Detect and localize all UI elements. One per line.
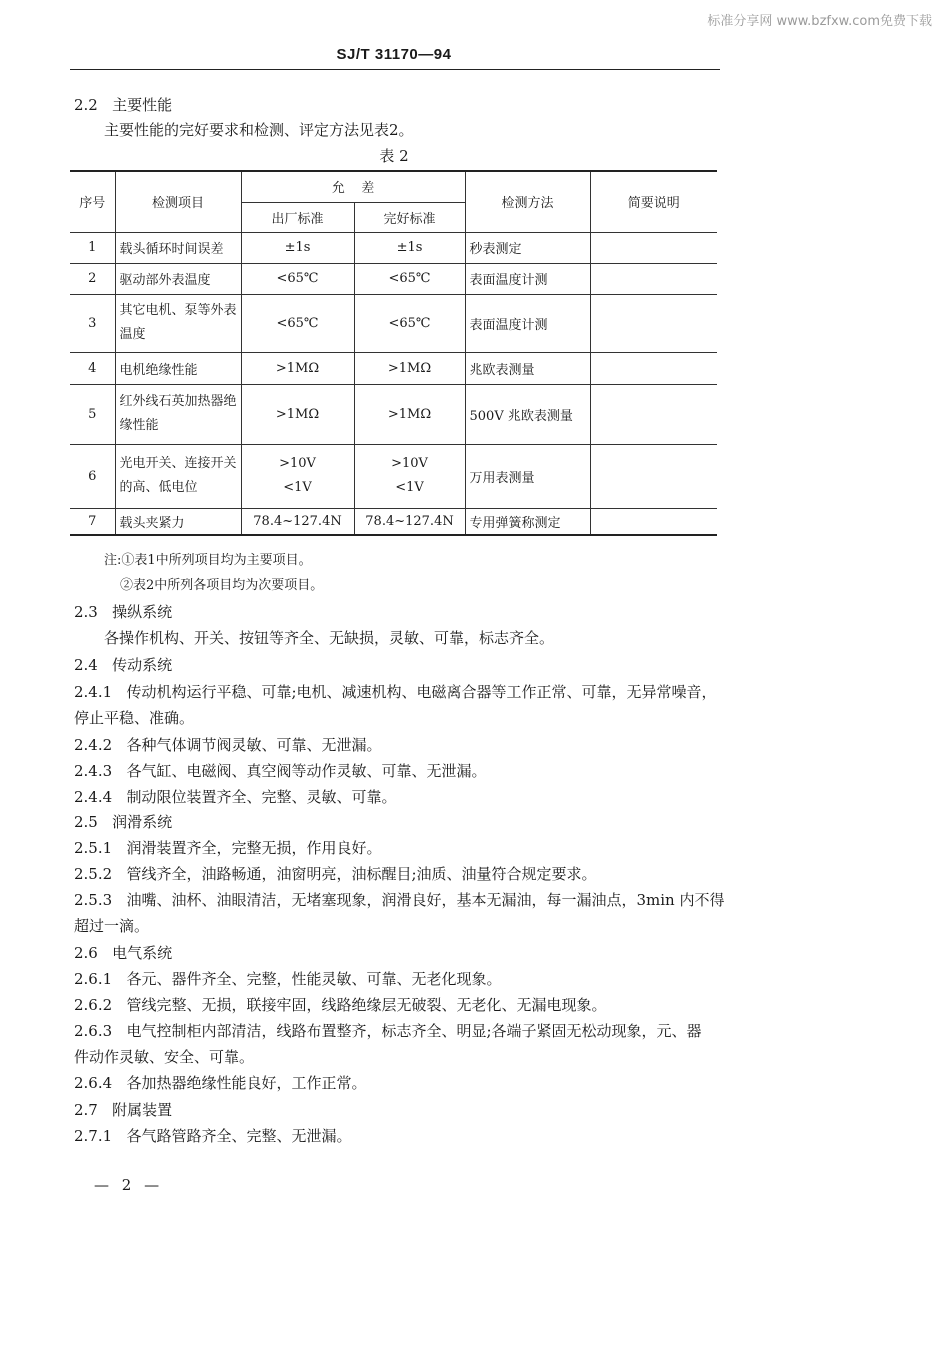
cell-method: 秒表测定 bbox=[465, 232, 590, 263]
clause-2-4-1 bbox=[74, 682, 717, 702]
cell-no: 1 bbox=[70, 232, 115, 263]
clause-number: 2.4.3 bbox=[74, 762, 113, 780]
clause-2-4-2 bbox=[74, 735, 382, 755]
clause-text: 各元、器件齐全、完整，性能灵敏、可靠、无老化现象。 bbox=[126, 970, 502, 988]
cell-item: 电机绝缘性能 bbox=[115, 352, 241, 384]
table-caption: 表 2 bbox=[379, 147, 409, 165]
cell-no: 7 bbox=[70, 508, 115, 535]
section-2-2-heading bbox=[74, 95, 172, 115]
cell-note bbox=[590, 384, 717, 444]
cell-note bbox=[590, 444, 717, 508]
section-number: 2.4 bbox=[74, 656, 98, 674]
cell-good: <65℃ bbox=[354, 263, 465, 294]
clause-text: 传动机构运行平稳、可靠;电机、减速机构、电磁离合器等工作正常、可靠，无异常噪音， bbox=[126, 683, 717, 701]
cell-item bbox=[115, 294, 241, 352]
header-no: 序号 bbox=[70, 171, 115, 232]
section-title: 操纵系统 bbox=[112, 603, 173, 621]
cell-item-line1: 其它电机、泵等外表 bbox=[119, 303, 237, 318]
clause-text: 各加热器绝缘性能良好，工作正常。 bbox=[126, 1074, 367, 1092]
section-title: 主要性能 bbox=[112, 96, 173, 114]
cell-good-line1: >10V bbox=[391, 456, 428, 471]
cell-method: 表面温度计测 bbox=[465, 294, 590, 352]
section-2-7-heading bbox=[74, 1100, 172, 1120]
clause-2-6-3 bbox=[74, 1021, 702, 1041]
header-item: 检测项目 bbox=[115, 171, 241, 232]
section-number: 2.2 bbox=[74, 96, 98, 114]
clause-2-4-3 bbox=[74, 761, 487, 781]
header-factory-standard: 出厂标准 bbox=[241, 202, 354, 232]
cell-factory: ±1s bbox=[241, 232, 354, 263]
clause-2-6-4 bbox=[74, 1073, 367, 1093]
cell-method: 兆欧表测量 bbox=[465, 352, 590, 384]
cell-no: 6 bbox=[70, 444, 115, 508]
section-2-5-heading bbox=[74, 812, 172, 832]
cell-good: >1MΩ bbox=[354, 384, 465, 444]
clause-text: 管线完整、无损，联接牢固，线路绝缘层无破裂、无老化、无漏电现象。 bbox=[126, 996, 607, 1014]
cell-factory-line1: >10V bbox=[279, 456, 316, 471]
table-header-row bbox=[70, 171, 717, 202]
section-title: 传动系统 bbox=[112, 656, 173, 674]
cell-item: 驱动部外表温度 bbox=[115, 263, 241, 294]
cell-factory: <65℃ bbox=[241, 294, 354, 352]
clause-number: 2.6.3 bbox=[74, 1022, 113, 1040]
clause-text: 管线齐全，油路畅通，油窗明亮，油标醒目;油质、油量符合规定要求。 bbox=[126, 865, 597, 883]
header-note: 简要说明 bbox=[590, 171, 717, 232]
cell-method: 500V 兆欧表测量 bbox=[465, 384, 590, 444]
clause-number: 2.6.2 bbox=[74, 996, 113, 1014]
clause-2-6-3-cont: 件动作灵敏、安全、可靠。 bbox=[74, 1048, 255, 1066]
cell-item-line2: 缘性能 bbox=[119, 418, 159, 433]
clause-number: 2.6.4 bbox=[74, 1074, 113, 1092]
page-number: — 2 — bbox=[94, 1176, 164, 1194]
clause-number: 2.5.2 bbox=[74, 865, 113, 883]
clause-text: 制动限位装置齐全、完整、灵敏、可靠。 bbox=[126, 788, 397, 806]
performance-table bbox=[70, 170, 717, 536]
cell-factory: >1MΩ bbox=[241, 352, 354, 384]
section-title: 附属装置 bbox=[112, 1101, 173, 1119]
clause-number: 2.5.3 bbox=[74, 891, 113, 909]
cell-item-line2: 温度 bbox=[119, 327, 146, 342]
clause-text: 油嘴、油杯、油眼清洁，无堵塞现象，润滑良好，基本无漏油，每一漏油点，3min 内不得 bbox=[126, 891, 725, 909]
cell-good: ±1s bbox=[354, 232, 465, 263]
cell-factory: 78.4~127.4N bbox=[241, 508, 354, 535]
table-row bbox=[70, 232, 717, 263]
cell-good-line2: <1V bbox=[395, 480, 424, 495]
cell-good: <65℃ bbox=[354, 294, 465, 352]
document-code: SJ/T 31170—94 bbox=[336, 46, 452, 63]
section-2-3-heading bbox=[74, 602, 172, 622]
cell-no: 4 bbox=[70, 352, 115, 384]
clause-2-6-2 bbox=[74, 995, 607, 1015]
clause-number: 2.6.1 bbox=[74, 970, 113, 988]
cell-good bbox=[354, 444, 465, 508]
clause-2-5-3-cont: 超过一滴。 bbox=[74, 917, 150, 935]
section-title: 电气系统 bbox=[112, 944, 173, 962]
cell-no: 2 bbox=[70, 263, 115, 294]
cell-method: 专用弹簧称测定 bbox=[465, 508, 590, 535]
cell-note bbox=[590, 352, 717, 384]
clause-2-5-1 bbox=[74, 838, 382, 858]
cell-factory: <65℃ bbox=[241, 263, 354, 294]
cell-note bbox=[590, 508, 717, 535]
header-tolerance: 允 差 bbox=[241, 171, 465, 202]
clause-number: 2.4.2 bbox=[74, 736, 113, 754]
table-row bbox=[70, 384, 717, 444]
cell-note bbox=[590, 294, 717, 352]
section-number: 2.7 bbox=[74, 1101, 98, 1119]
header-good-standard: 完好标准 bbox=[354, 202, 465, 232]
watermark: 标准分享网 www.bzfxw.com免费下载 bbox=[707, 14, 932, 29]
cell-good: >1MΩ bbox=[354, 352, 465, 384]
cell-item bbox=[115, 384, 241, 444]
clause-text: 各种气体调节阀灵敏、可靠、无泄漏。 bbox=[126, 736, 382, 754]
cell-item-line1: 红外线石英加热器绝 bbox=[119, 394, 237, 409]
cell-no: 5 bbox=[70, 384, 115, 444]
section-number: 2.5 bbox=[74, 813, 98, 831]
section-2-4-heading bbox=[74, 655, 172, 675]
clause-2-5-3 bbox=[74, 890, 724, 910]
clause-number: 2.4.4 bbox=[74, 788, 113, 806]
table-row bbox=[70, 444, 717, 508]
cell-method: 万用表测量 bbox=[465, 444, 590, 508]
cell-item-line2: 的高、低电位 bbox=[119, 480, 198, 495]
clause-number: 2.5.1 bbox=[74, 839, 113, 857]
section-number: 2.3 bbox=[74, 603, 98, 621]
cell-item: 载头循环时间误差 bbox=[115, 232, 241, 263]
clause-2-6-1 bbox=[74, 969, 502, 989]
header-rule bbox=[70, 69, 720, 70]
table-note-2: ②表2中所列各项目均为次要项目。 bbox=[120, 578, 324, 593]
cell-method: 表面温度计测 bbox=[465, 263, 590, 294]
section-number: 2.6 bbox=[74, 944, 98, 962]
cell-note bbox=[590, 263, 717, 294]
cell-item-line1: 光电开关、连接开关 bbox=[119, 456, 237, 471]
cell-factory bbox=[241, 444, 354, 508]
clause-text: 各气路管路齐全、完整、无泄漏。 bbox=[126, 1127, 352, 1145]
cell-factory-line2: <1V bbox=[283, 480, 312, 495]
section-2-6-heading bbox=[74, 943, 172, 963]
clause-text: 润滑装置齐全，完整无损，作用良好。 bbox=[126, 839, 382, 857]
cell-item: 载头夹紧力 bbox=[115, 508, 241, 535]
section-title: 润滑系统 bbox=[112, 813, 173, 831]
table-row bbox=[70, 352, 717, 384]
table-row bbox=[70, 263, 717, 294]
clause-text: 各气缸、电磁阀、真空阀等动作灵敏、可靠、无泄漏。 bbox=[126, 762, 487, 780]
table-row bbox=[70, 508, 717, 535]
section-2-2-text: 主要性能的完好要求和检测、评定方法见表2。 bbox=[104, 121, 414, 139]
clause-2-7-1 bbox=[74, 1126, 352, 1146]
clause-2-5-2 bbox=[74, 864, 597, 884]
clause-text: 电气控制柜内部清洁，线路布置整齐，标志齐全、明显;各端子紧固无松动现象，元、器 bbox=[126, 1022, 702, 1040]
section-2-3-text: 各操作机构、开关、按钮等齐全、无缺损，灵敏、可靠，标志齐全。 bbox=[104, 629, 555, 647]
cell-no: 3 bbox=[70, 294, 115, 352]
clause-2-4-1-cont: 停止平稳、准确。 bbox=[74, 709, 195, 727]
clause-number: 2.7.1 bbox=[74, 1127, 113, 1145]
cell-note bbox=[590, 232, 717, 263]
header-method: 检测方法 bbox=[465, 171, 590, 232]
clause-number: 2.4.1 bbox=[74, 683, 113, 701]
cell-factory: >1MΩ bbox=[241, 384, 354, 444]
table-note-1: 注:①表1中所列项目均为主要项目。 bbox=[104, 553, 312, 568]
cell-item bbox=[115, 444, 241, 508]
clause-2-4-4 bbox=[74, 787, 397, 807]
table-row bbox=[70, 294, 717, 352]
cell-good: 78.4~127.4N bbox=[354, 508, 465, 535]
